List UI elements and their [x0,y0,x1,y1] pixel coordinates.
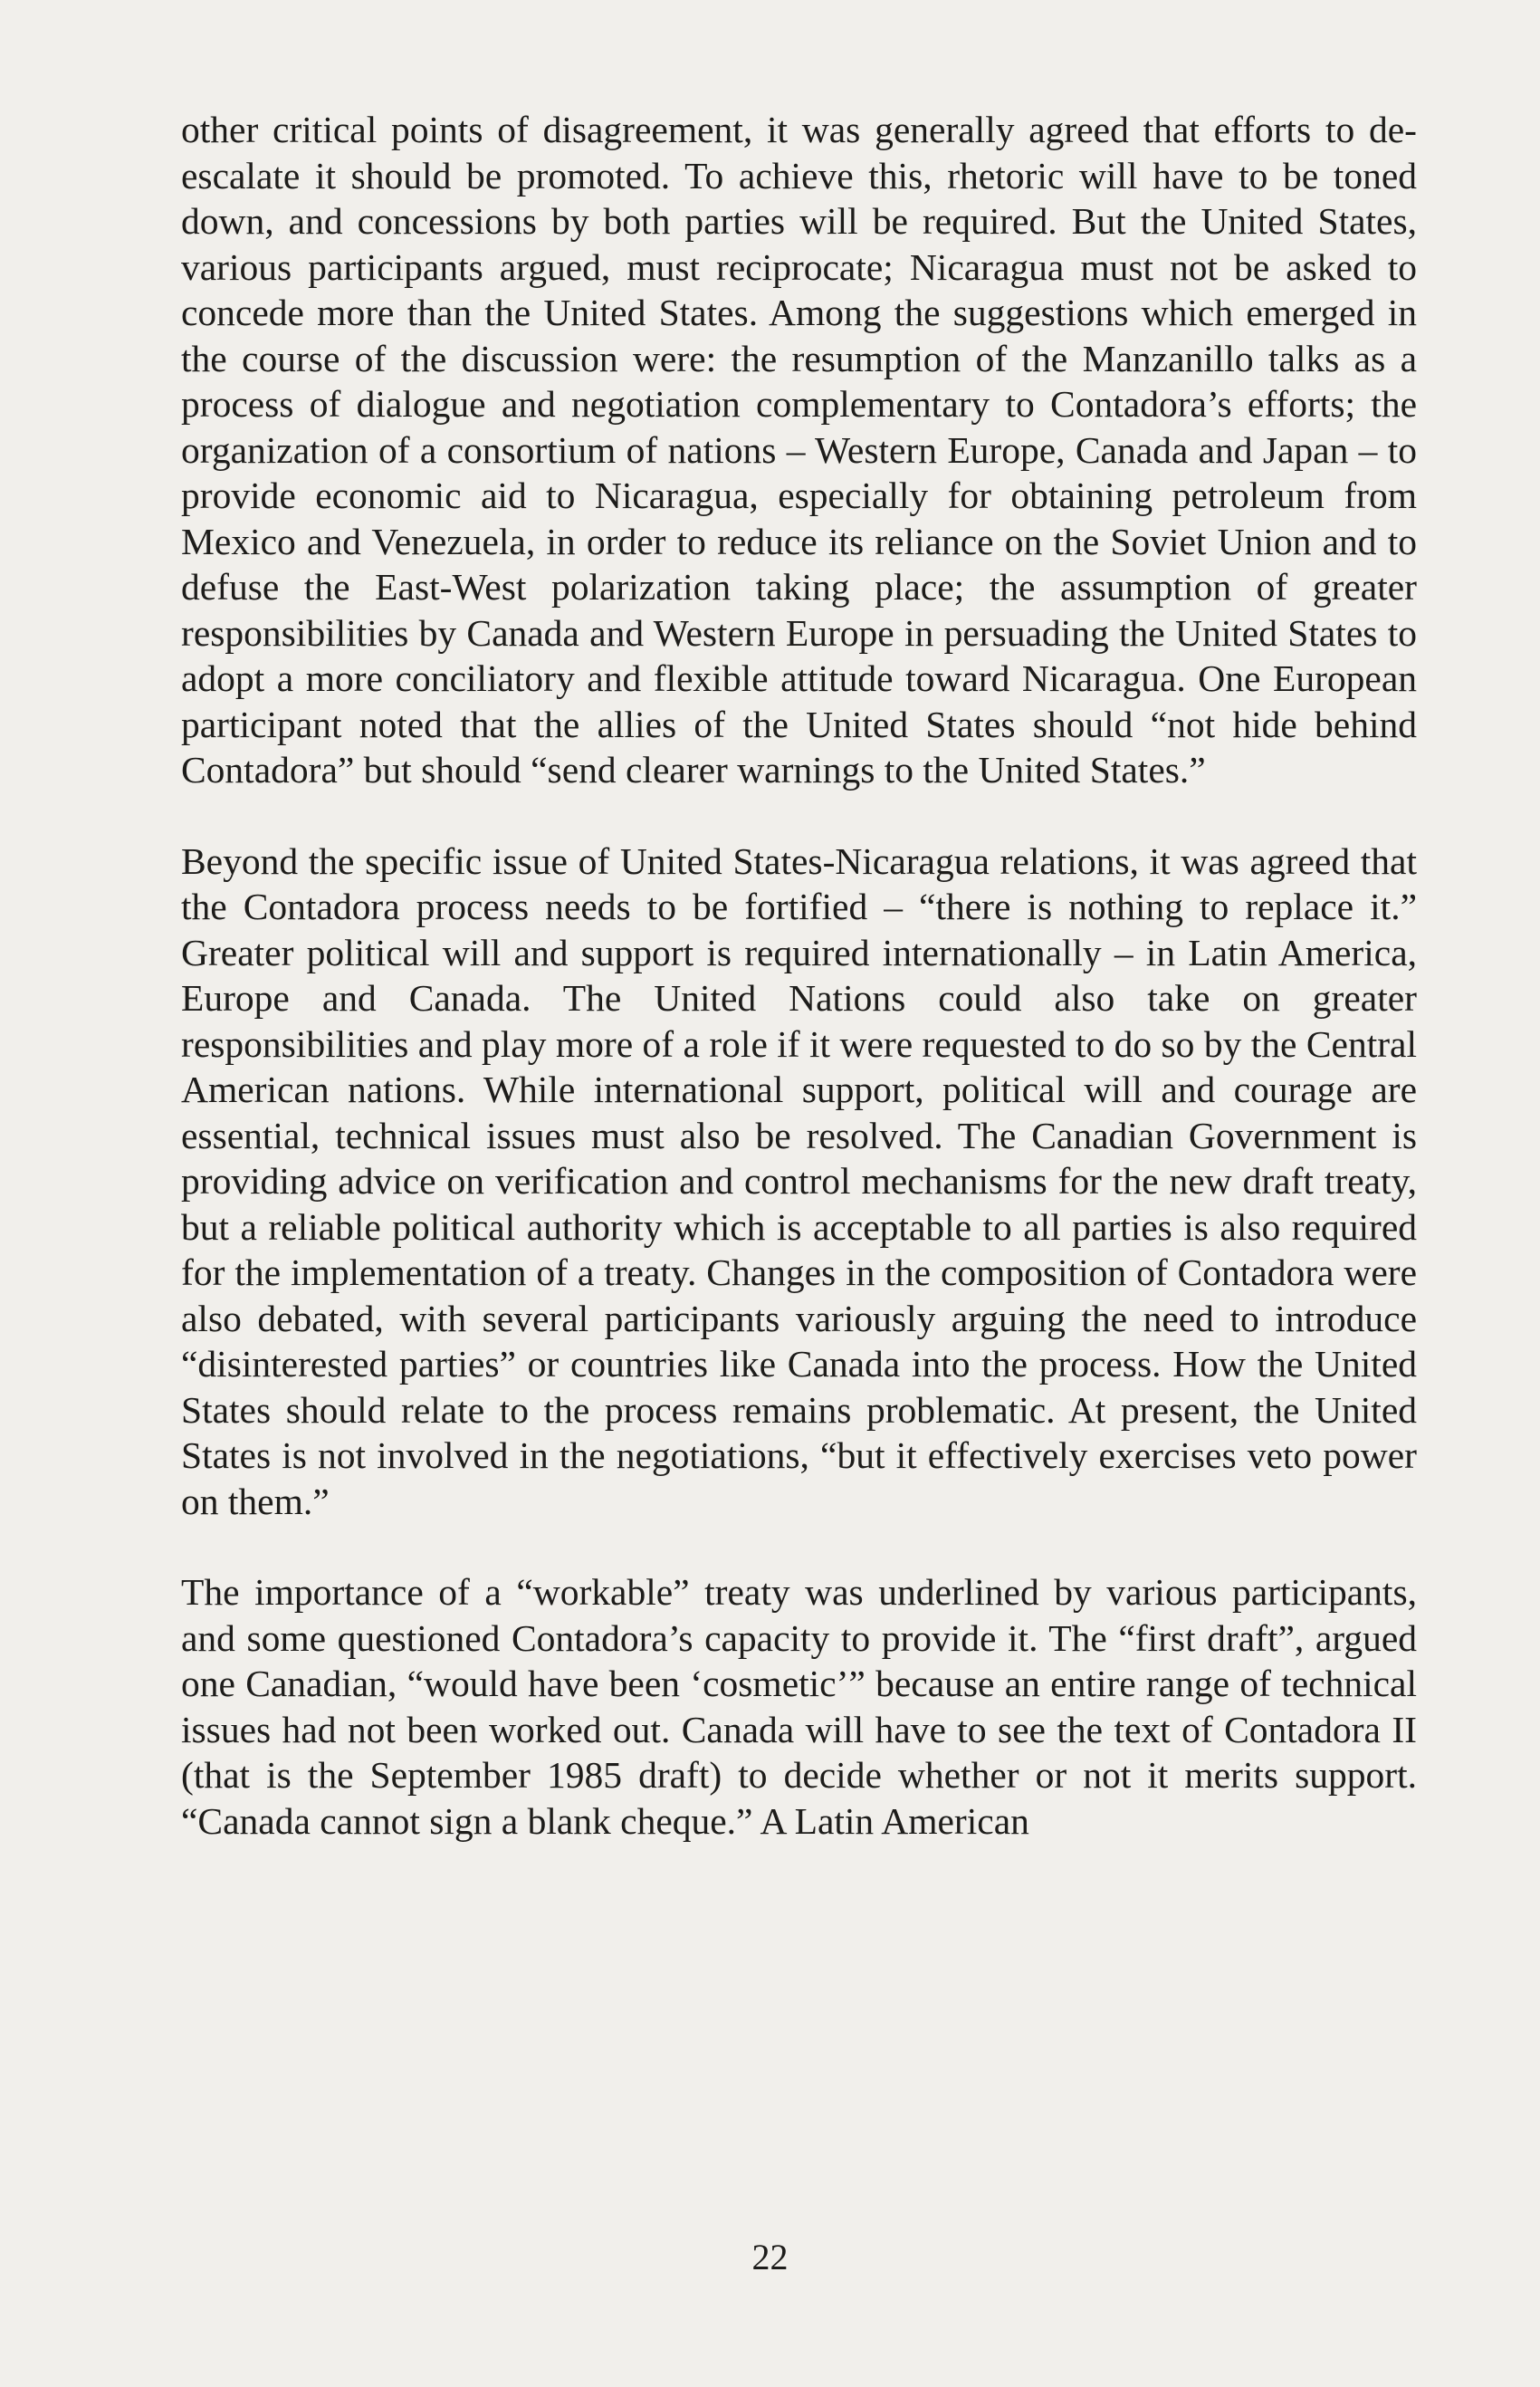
body-text [181,107,1417,1844]
paragraph-2: Beyond the specific issue of United States-Nicaragua relations, it was agreed that the Contadora process needs to be fortified – “there is nothing to replace it.” Greater political will and support is required internationally – in Latin America, Europe and Canada. The United Nations could also take on greater responsibilities and play more of a role if it were requested to do so by the Central American nations. While international support, political will and courage are essential, technical issues must also be resolved. The Canadian Government is providing advice on verification and control mechanisms for the new draft treaty, but a reliable political authority which is acceptable to all parties is also required for the implementation of a treaty. Changes in the composition of Contadora were also debated, with several participants variously arguing the need to introduce “disinterested parties” or countries like Canada into the process. How the United States should relate to the process remains problematic. At present, the United States is not involved in the negotiations, “but it effectively exercises veto power on them.” [181,839,1417,1522]
paragraph-3: The importance of a “workable” treaty was underlined by various participants, and some questioned Contadora’s capacity to provide it. The “first draft”, argued one Canadian, “would have been ‘cosmetic’” because an entire range of technical issues had not been worked out. Canada will have to see the text of Contadora II (that is the September 1985 draft) to decide whether or not it merits support. “Canada cannot sign a blank cheque.” A Latin American [181,1571,1417,1842]
page-number: 22 [751,2237,789,2277]
paragraph-1: other critical points of disagreement, it was generally agreed that efforts to de-escalate it should be promoted. To achieve this, rhetoric will have to be toned down, and concessions by both parties will be required. But the United States, various participants argued, must reciprocate; Nicaragua must not be asked to concede more than the United States. Among the suggestions which emerged in the course of the discussion were: the resumption of the Manzanillo talks as a process of dialogue and negotiation complementary to Contadora’s efforts; the organization of a consortium of nations – Western Europe, Canada and Japan – to provide economic aid to Nicaragua, especially for obtaining petroleum from Mexico and Venezuela, in order to reduce its reliance on the Soviet Union and to defuse the East-West polarization taking place; the assumption of greater responsibilities by Canada and Western Europe in persuading the United States to adopt a more conciliatory and flexible attitude toward Nicaragua. One European participant noted that the allies of the United States should “not hide behind Contadora” but should “send clearer warnings to the United States.” [181,109,1417,791]
